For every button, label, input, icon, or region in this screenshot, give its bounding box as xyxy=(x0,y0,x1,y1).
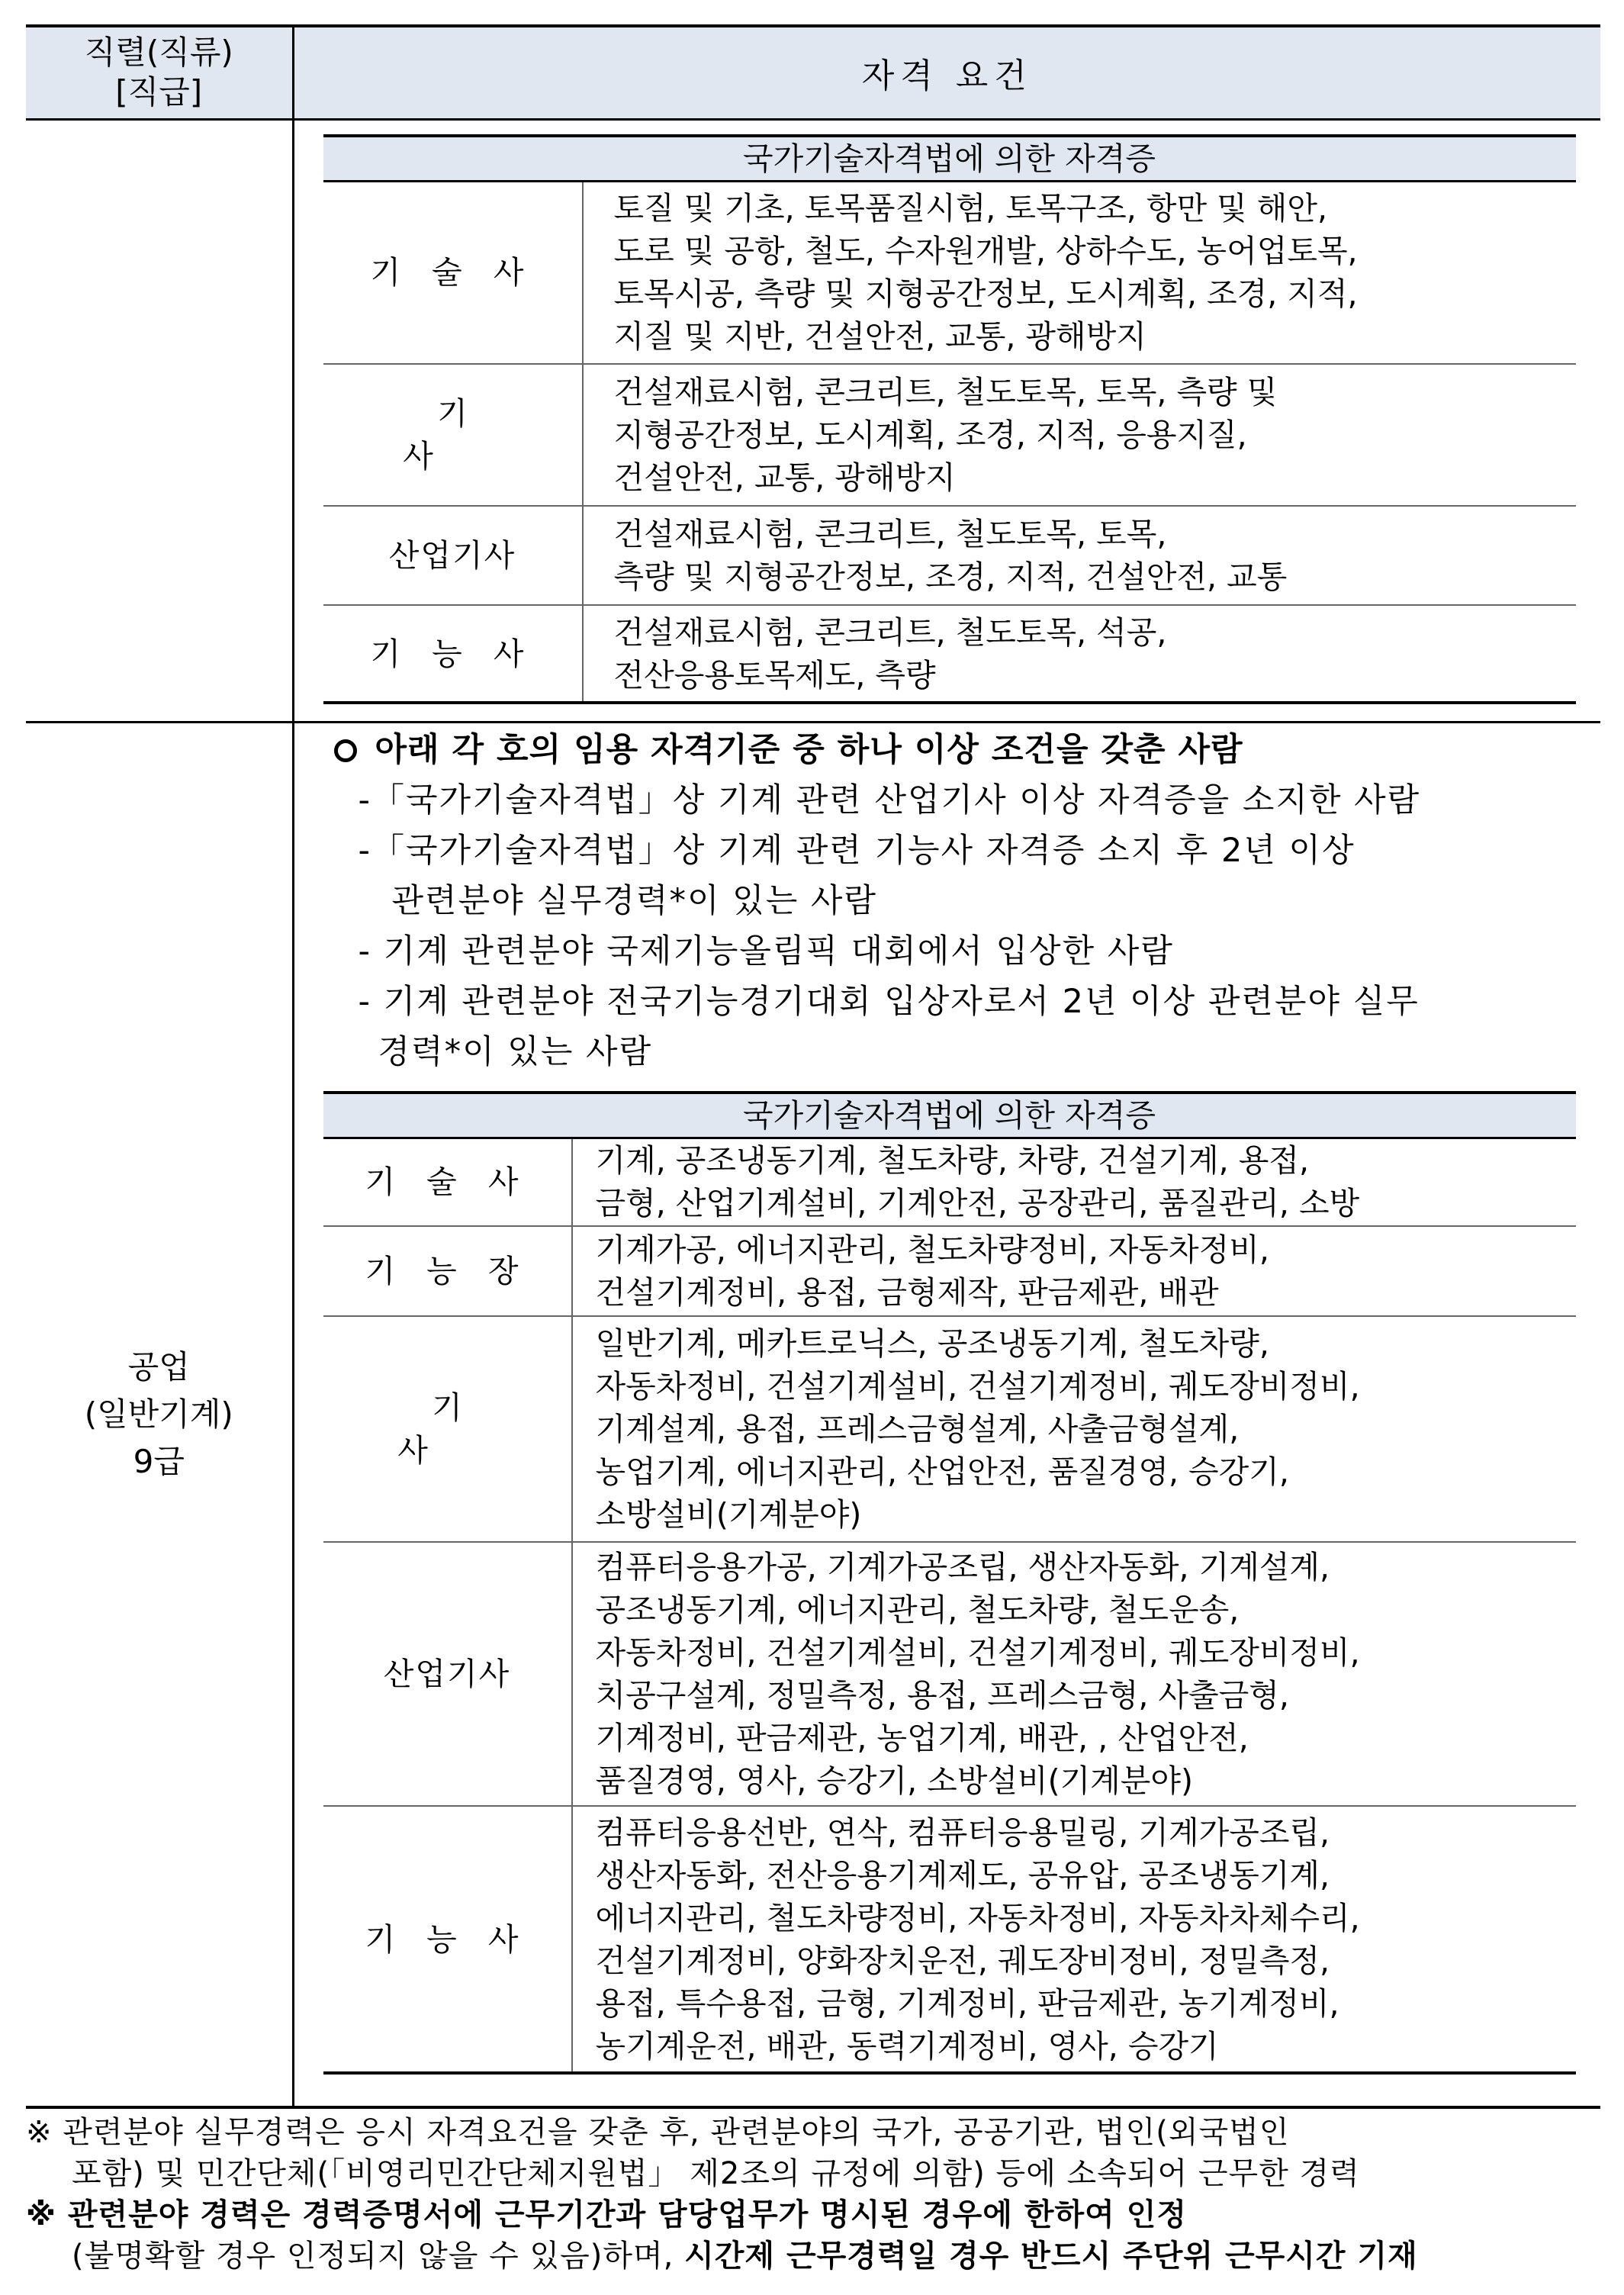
cert-line: 컴퓨터응용선반, 연삭, 컴퓨터응용밀링, 기계가공조립, xyxy=(595,1814,1330,1851)
table-row xyxy=(323,1138,1576,1226)
cert-list xyxy=(583,181,1576,364)
cert-line: 공조냉동기계, 에너지관리, 철도차량, 철도운송, xyxy=(595,1592,1240,1628)
condition-list xyxy=(294,725,1601,1077)
rank-line1: 공업 xyxy=(127,1347,190,1386)
cert-line: 건설안전, 교통, 광해방지 xyxy=(613,459,956,496)
cert-list xyxy=(583,506,1576,605)
cert-line: 생산자동화, 전산응용기계제도, 공유압, 공조냉동기계, xyxy=(595,1856,1330,1894)
cert-line: 용접, 특수용접, 금형, 기계정비, 판금제관, 농기계정비, xyxy=(595,1984,1339,2022)
cert-kind: 산업기사 xyxy=(323,1542,572,1806)
table-row xyxy=(323,1316,1576,1542)
note2-line2-normal: (불명확할 경우 인정되지 않을 수 있음)하며, xyxy=(72,2239,685,2274)
cert-kind-label: 기 사 xyxy=(403,395,536,475)
condition-item-cont: 관련분야 실무경력*이 있는 사람 xyxy=(391,881,877,920)
cert-line: 기계설계, 용접, 프레스금형설계, 사출금형설계, xyxy=(595,1411,1240,1447)
cert-line: 건설재료시험, 콘크리트, 철도토목, 토목, 측량 및 xyxy=(613,374,1278,410)
section1-cert-table xyxy=(323,134,1576,705)
cert-line: 기계가공, 에너지관리, 철도차량정비, 자동차정비, xyxy=(595,1231,1269,1268)
cert-line: 농업기계, 에너지관리, 산업안전, 품질경영, 승강기, xyxy=(595,1453,1289,1490)
cert-line: 건설재료시험, 콘크리트, 철도토목, 토목, xyxy=(613,516,1167,552)
cert-line: 전산응용토목제도, 측량 xyxy=(613,656,936,694)
condition-item-cont: 경력*이 있는 사람 xyxy=(378,1032,653,1071)
rank-cell-empty xyxy=(26,119,293,722)
cert-line: 농기계운전, 배관, 동력기계정비, 영사, 승강기 xyxy=(595,2027,1219,2065)
header-rank-line2: [직급] xyxy=(115,73,203,111)
cert-kind xyxy=(323,364,583,506)
cert-list xyxy=(583,605,1576,703)
cert-line: 기계정비, 판금제관, 농업기계, 배관, , 산업안전, xyxy=(595,1720,1249,1756)
cert-kind: 산업기사 xyxy=(323,506,583,605)
condition-item: -「국가기술자격법」상 기계 관련 산업기사 이상 자격증을 소지한 사람 xyxy=(358,781,1421,819)
cert-line: 자동차정비, 건설기계설비, 건설기계정비, 궤도장비정비, xyxy=(595,1634,1360,1671)
cert-list xyxy=(583,364,1576,506)
cert-line: 도로 및 공항, 철도, 수자원개발, 상하수도, 농어업토목, xyxy=(613,233,1358,270)
cert-line: 금형, 산업기계설비, 기계안전, 공장관리, 품질관리, 소방 xyxy=(595,1185,1360,1222)
table-row xyxy=(323,506,1576,605)
cert-line: 소방설비(기계분야) xyxy=(595,1496,862,1533)
table-row xyxy=(323,1542,1576,1806)
rank-line3: 9급 xyxy=(133,1442,185,1480)
section2-cert-title: 국가기술자격법에 의한 자격증 xyxy=(323,1093,1576,1138)
cert-kind: 기 능 사 xyxy=(323,1806,572,2073)
cert-list xyxy=(572,1316,1576,1542)
cert-line: 에너지관리, 철도차량정비, 자동차정비, 자동차차체수리, xyxy=(595,1899,1360,1936)
cert-kind: 기 술 사 xyxy=(323,181,583,364)
table-row xyxy=(323,1226,1576,1316)
cert-line: 측량 및 지형공간정보, 조경, 지적, 건설안전, 교통 xyxy=(613,558,1288,595)
note2-line2-bold: 시간제 근무경력일 경우 반드시 주단위 근무시간 기재 xyxy=(684,2239,1418,2274)
section2-cert-table xyxy=(323,1091,1576,2075)
cert-line: 지형공간정보, 도시계획, 조경, 지적, 응용지질, xyxy=(613,417,1247,453)
header-rank-line1: 직렬(직류) xyxy=(84,34,233,72)
footnotes xyxy=(26,2112,1605,2277)
condition-item: - 기계 관련분야 국제기능올림픽 대회에서 입상한 사람 xyxy=(358,932,1174,970)
cert-line: 일반기계, 메카트로닉스, 공조냉동기계, 철도차량, xyxy=(595,1325,1269,1362)
cert-line: 토질 및 기초, 토목품질시험, 토목구조, 항만 및 해안, xyxy=(613,190,1327,227)
cert-kind: 기 능 사 xyxy=(323,605,583,703)
table-row xyxy=(323,181,1576,364)
cert-line: 건설재료시험, 콘크리트, 철도토목, 석공, xyxy=(613,613,1167,651)
cert-line: 치공구설계, 정밀측정, 용접, 프레스금형, 사출금형, xyxy=(595,1677,1289,1714)
cert-line: 지질 및 지반, 건설안전, 교통, 광해방지 xyxy=(613,318,1146,356)
table-row xyxy=(323,364,1576,506)
cert-list xyxy=(572,1226,1576,1316)
section2-cell xyxy=(293,722,1600,2107)
cert-line: 건설기계정비, 양화장치운전, 궤도장비정비, 정밀측정, xyxy=(595,1942,1330,1979)
cert-line: 건설기계정비, 용접, 금형제작, 판금제관, 배관 xyxy=(595,1274,1219,1311)
cert-line: 품질경영, 영사, 승강기, 소방설비(기계분야) xyxy=(595,1762,1193,1799)
note1-line2: 포함) 및 민간단체(「비영리민간단체지원법」 제2조의 규정에 의함) 등에 소속되어 근무한 경력 xyxy=(72,2156,1360,2191)
cert-list xyxy=(572,1806,1576,2073)
cert-kind: 기 술 사 xyxy=(323,1138,572,1226)
cert-line: 기계, 공조냉동기계, 철도차량, 차량, 건설기계, 용접, xyxy=(595,1142,1309,1180)
cert-kind-label: 기 사 xyxy=(397,1389,531,1469)
cert-line: 자동차정비, 건설기계설비, 건설기계정비, 궤도장비정비, xyxy=(595,1368,1360,1405)
header-requirements: 자격 요건 xyxy=(293,26,1600,119)
cert-kind: 기 능 장 xyxy=(323,1226,572,1316)
table-row xyxy=(323,605,1576,703)
condition-item: - 기계 관련분야 전국기능경기대회 입상자로서 2년 이상 관련분야 실무 xyxy=(358,982,1420,1021)
cert-list xyxy=(572,1138,1576,1226)
cert-kind xyxy=(323,1316,572,1542)
cert-line: 토목시공, 측량 및 지형공간정보, 도시계획, 조경, 지적, xyxy=(613,275,1358,313)
table-row xyxy=(323,1806,1576,2073)
circle-bullet-icon xyxy=(334,739,357,762)
section1-cert-title: 국가기술자격법에 의한 자격증 xyxy=(323,136,1576,182)
rank-line2: (일반기계) xyxy=(84,1395,233,1433)
header-rank xyxy=(26,26,293,119)
condition-item: -「국가기술자격법」상 기계 관련 기능사 자격증 소지 후 2년 이상 xyxy=(358,831,1355,870)
qualification-table xyxy=(26,24,1600,2109)
note1-line1: ※ 관련분야 실무경력은 응시 자격요건을 갖춘 후, 관련분야의 국가, 공공기관, 법인(외국법인 xyxy=(26,2115,1290,2150)
rank-cell xyxy=(26,722,293,2107)
note2-line2 xyxy=(72,2235,1605,2277)
condition-lead xyxy=(334,725,1601,775)
condition-lead-text: 아래 각 호의 임용 자격기준 중 하나 이상 조건을 갖춘 사람 xyxy=(375,730,1243,769)
cert-line: 컴퓨터응용가공, 기계가공조립, 생산자동화, 기계설계, xyxy=(595,1549,1330,1585)
note2-bold: ※ 관련분야 경력은 경력증명서에 근무기간과 담당업무가 명시된 경우에 한하여 인정 xyxy=(26,2197,1187,2232)
cert-list xyxy=(572,1542,1576,1806)
section1-cell xyxy=(293,119,1600,722)
